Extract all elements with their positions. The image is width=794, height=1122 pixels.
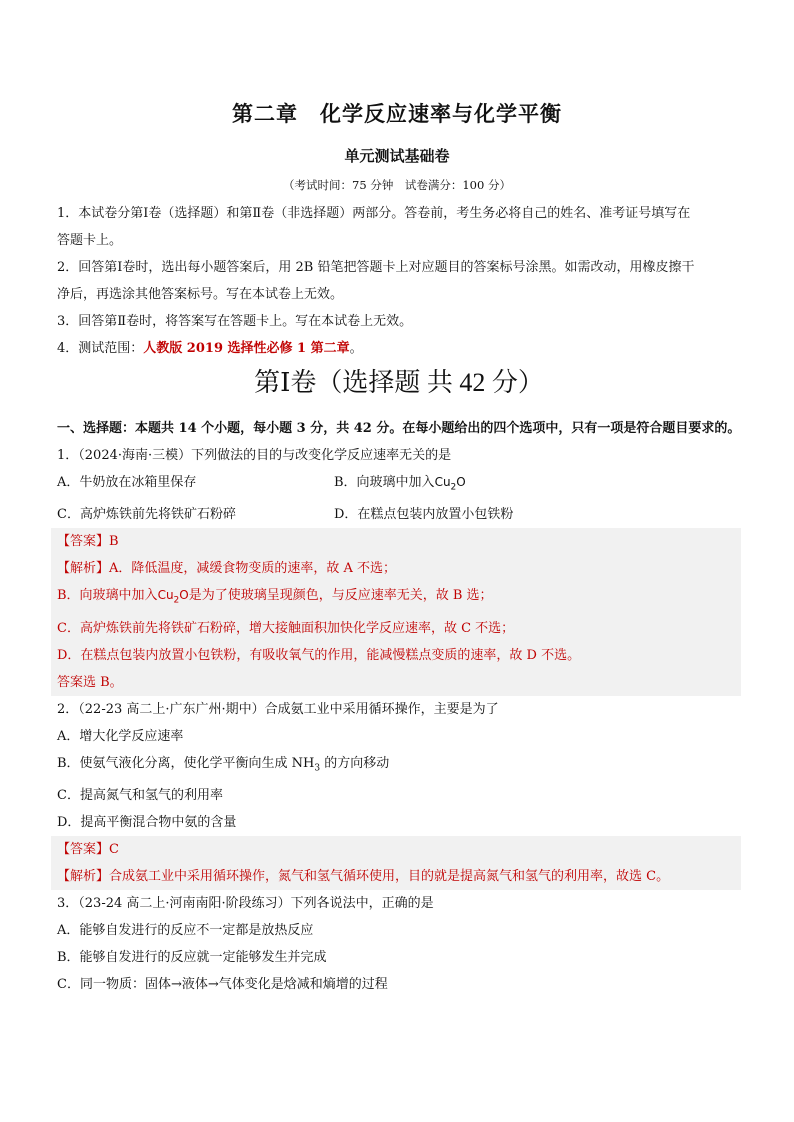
instruction-4-suffix: 。 bbox=[349, 341, 363, 356]
option-d: D．在糕点包装内放置小包铁粉 bbox=[334, 507, 514, 523]
analysis-c: C．高炉炼铁前先将铁矿石粉碎，增大接触面积加快化学反应速率，故 C 不选； bbox=[57, 620, 515, 636]
instruction-4-prefix: 4．测试范围： bbox=[57, 341, 144, 356]
instruction-1b: 答题卡上。 bbox=[57, 233, 123, 248]
formula-part: O bbox=[456, 475, 466, 489]
option-a: A．牛奶放在冰箱里保存 bbox=[57, 475, 197, 490]
instruction-2b: 净后，再选涂其他答案标号。写在本试卷上无效。 bbox=[57, 287, 344, 302]
formula-part: Cu bbox=[157, 588, 174, 603]
option-c: C．高炉炼铁前先将铁矿石粉碎 bbox=[57, 507, 236, 523]
instruction-2a: 2．回答第Ⅰ卷时，选出每小题答案后，用 2B 铅笔把答题卡上对应题目的答案标号涂黑。如需改动，用橡皮擦干 bbox=[57, 260, 695, 275]
option-c: C．提高氮气和氢气的利用率 bbox=[57, 788, 223, 804]
options-row bbox=[57, 469, 741, 501]
answer: 【答案】C bbox=[57, 842, 119, 858]
question-stem: 3．（23-24 高二上·河南南阳·阶段练习）下列各说法中，正确的是 bbox=[57, 896, 434, 912]
answer: 【答案】B bbox=[57, 534, 119, 550]
option-a: A．能够自发进行的反应不一定都是放热反应 bbox=[57, 923, 314, 939]
analysis-b bbox=[57, 582, 741, 614]
chem-formula bbox=[434, 475, 466, 493]
analysis-b-suffix: 是为了使玻璃呈现颜色，与反应速率无关，故 B 选； bbox=[188, 588, 493, 604]
formula-subscript: 3 bbox=[314, 763, 321, 774]
section-title: 第Ⅰ卷（选择题 共 42 分） bbox=[254, 368, 544, 397]
paper-content bbox=[57, 200, 741, 998]
analysis: 【解析】合成氨工业中采用循环操作，氮气和氢气循环使用，目的就是提高氮气和氢气的利用率，故选 C。 bbox=[57, 869, 670, 885]
option-b bbox=[57, 750, 741, 783]
chem-formula bbox=[157, 588, 189, 606]
instruction-4 bbox=[57, 335, 741, 362]
question-1 bbox=[57, 442, 741, 696]
option-c: C．同一物质：固体→液体→气体变化是焓减和熵增的过程 bbox=[57, 977, 388, 993]
option-b-prefix: B．使氨气液化分离，使化学平衡向生成 NH bbox=[57, 755, 315, 771]
option-b-text: B．向玻璃中加入 bbox=[334, 475, 435, 490]
section-heading: 一、选择题：本题共 14 个小题，每小题 3 分，共 42 分。在每小题给出的四个选项中，只有一项是符合题目要求的。 bbox=[57, 421, 741, 436]
paper-subtitle: 单元测试基础卷 bbox=[344, 147, 450, 165]
analysis-d: D．在糕点包装内放置小包铁粉，有吸收氧气的作用，能减慢糕点变质的速率，故 D 不选。 bbox=[57, 647, 581, 663]
options-row bbox=[57, 501, 741, 528]
instruction-3: 3．回答第Ⅱ卷时，将答案写在答题卡上。写在本试卷上无效。 bbox=[57, 314, 413, 329]
test-scope: 人教版 2019 选择性必修 1 第二章 bbox=[143, 341, 350, 356]
analysis-b-prefix: B．向玻璃中加入 bbox=[57, 588, 158, 604]
option-b: B．能够自发进行的反应就一定能够发生并完成 bbox=[57, 950, 327, 966]
formula-part: O bbox=[179, 588, 189, 603]
answer-box bbox=[51, 528, 741, 695]
question-2 bbox=[57, 696, 741, 891]
question-stem: 1．（2024·海南·三模）下列做法的目的与改变化学反应速率无关的是 bbox=[57, 448, 452, 463]
option-b-suffix: 的方向移动 bbox=[320, 755, 390, 771]
formula-subscript: 2 bbox=[450, 482, 457, 493]
question-3 bbox=[57, 890, 741, 998]
analysis-a: 【解析】A．降低温度，减缓食物变质的速率，故 A 不选； bbox=[57, 561, 397, 577]
option-b bbox=[334, 469, 611, 501]
chapter-title: 第二章 化学反应速率与化学平衡 bbox=[232, 101, 562, 126]
instructions bbox=[57, 200, 741, 362]
exam-info: （考试时间：75 分钟 试卷满分：100 分） bbox=[283, 178, 511, 192]
question-stem: 2．（22-23 高二上·广东广州·期中）合成氨工业中采用循环操作，主要是为了 bbox=[57, 701, 499, 717]
answer-box bbox=[51, 836, 741, 890]
instruction-1a: 1．本试卷分第Ⅰ卷（选择题）和第Ⅱ卷（非选择题）两部分。答卷前，考生务必将自己的姓名、准考证号填写在 bbox=[57, 206, 691, 221]
formula-part: Cu bbox=[434, 475, 451, 489]
option-d: D．提高平衡混合物中氨的含量 bbox=[57, 815, 237, 831]
option-a: A．增大化学反应速率 bbox=[57, 728, 184, 744]
conclusion: 答案选 B。 bbox=[57, 674, 123, 690]
formula-subscript: 2 bbox=[173, 595, 180, 606]
